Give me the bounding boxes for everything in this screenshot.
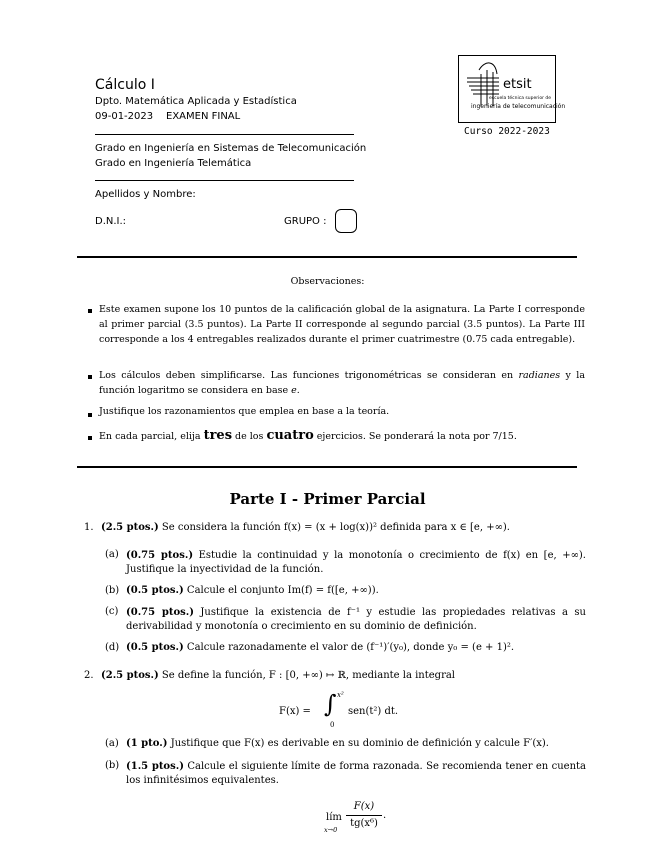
q2-statement — [101, 670, 587, 681]
observation-4-b: de los — [235, 431, 264, 442]
q1d-points: (0.5 ptos.) — [126, 642, 184, 653]
exam-date: 09-01-2023 — [95, 111, 154, 122]
bullet-1 — [88, 309, 92, 313]
q1d-label: (d) — [105, 642, 120, 653]
q1b-text: Calcule el conjunto Im(f) = f([e, +∞)). — [186, 585, 379, 596]
observation-2: Los cálculos deben simplificarse. Las funciones trigonométricas se consideran en radianes y la función logaritmo se considera en base e. — [99, 370, 585, 396]
svg-text:ingeniería de telecomunicación: ingeniería de telecomunicación — [471, 103, 566, 110]
limit-numerator: F(x) — [353, 801, 375, 812]
q2-formula-lhs: F(x) = — [279, 706, 311, 717]
q2a-points: (1 pto.) — [126, 738, 168, 749]
group-box[interactable] — [335, 209, 357, 233]
q1c-points: (0.75 ptos.) — [126, 607, 194, 618]
observations-title: Observaciones: — [290, 276, 365, 287]
limit-denominator: tg(x⁶) — [350, 818, 378, 829]
name-label: Apellidos y Nombre: — [95, 189, 196, 200]
header-divider-2 — [95, 180, 354, 181]
bullet-2 — [88, 375, 92, 379]
svg-text:etsit: etsit — [503, 77, 532, 92]
academic-year: Curso 2022-2023 — [464, 126, 550, 137]
degree-1: Grado en Ingeniería en Sistemas de Telecomunicación — [95, 143, 367, 154]
q2a-text: Justifique que F(x) es derivable en su dominio de definición y calcule F′(x). — [170, 738, 549, 749]
limit-fraction-bar — [346, 815, 382, 816]
q2-points: (2.5 ptos.) — [101, 670, 159, 681]
q1a-label: (a) — [105, 549, 119, 560]
observation-1: Este examen supone los 10 puntos de la calificación global de la asignatura. La Parte I corresponde al primer parcial (3.5 puntos). La Parte II corresponde al segundo parcial (3.5 puntos). La Parte III corresponde a los 4 entregables realizados durante el primer cuatrimestre (0.75 cada entregable). — [99, 304, 585, 345]
q1-statement — [101, 522, 587, 533]
bullet-3 — [88, 413, 92, 417]
observation-4-a: En cada parcial, elija — [99, 431, 201, 442]
q1-points: (2.5 ptos.) — [101, 522, 159, 533]
header-divider-1 — [95, 134, 354, 135]
q2a-statement — [126, 738, 586, 749]
exam-type: EXAMEN FINAL — [166, 111, 241, 122]
bullet-4 — [88, 436, 92, 440]
course-title: Cálculo I — [95, 77, 155, 93]
q1-number: 1. — [84, 522, 94, 533]
observation-2-text-b: y la función logaritmo se considera en base — [99, 370, 585, 396]
department: Dpto. Matemática Aplicada y Estadística — [95, 96, 297, 107]
section-rule-bottom — [77, 466, 577, 468]
group-label: GRUPO : — [284, 216, 327, 227]
observation-4-c: ejercicios. Se ponderará la nota por 7/15. — [316, 431, 517, 442]
part1-title: Parte I - Primer Parcial — [229, 490, 426, 508]
q2-number: 2. — [84, 670, 94, 681]
q2a-label: (a) — [105, 738, 119, 749]
q2b-label: (b) — [105, 760, 120, 771]
q2b-points: (1.5 ptos.) — [126, 761, 184, 772]
etsit-logo-icon — [459, 56, 566, 122]
q1a-statement — [126, 549, 586, 577]
q1d-text: Calcule razonadamente el valor de (f⁻¹)′(y₀), donde y₀ = (e + 1)². — [186, 642, 515, 653]
q1-text: Se considera la función f(x) = (x + log(x))² definida para x ∈ [e, +∞). — [161, 522, 510, 533]
q2-text: Se define la función, F : [0, +∞) ↦ ℝ, mediante la integral — [161, 670, 456, 681]
observation-4-tres: tres — [203, 428, 233, 443]
school-logo — [458, 55, 566, 123]
observation-4 — [99, 428, 585, 443]
q2-formula-integrand: sen(t²) dt. — [348, 706, 399, 717]
q1d-statement — [126, 642, 586, 653]
limit-operator: lím — [326, 812, 342, 823]
q1b-points: (0.5 ptos.) — [126, 585, 184, 596]
q1b-statement — [126, 585, 586, 596]
observation-2-radianes: radianes — [518, 370, 561, 381]
q1a-points: (0.75 ptos.) — [126, 550, 194, 561]
q2b-statement — [126, 760, 586, 788]
q2b-text: Calcule el siguiente límite de forma razonada. Se recomienda tener en cuenta los infinitésimos equivalentes. — [126, 761, 587, 786]
q1c-text: Justifique la existencia de f⁻¹ y estudie las propiedades relativas a su derivabilidad y monotonía o crecimiento en su dominio de definición. — [126, 607, 586, 632]
q1b-label: (b) — [105, 585, 120, 596]
limit-period: . — [383, 810, 387, 821]
section-rule-top — [77, 256, 577, 258]
q2-formula-lower: 0 — [330, 721, 335, 729]
observation-2-text: Los cálculos deben simplificarse. Las funciones trigonométricas se consideran en — [99, 370, 514, 381]
degree-2: Grado en Ingeniería Telemática — [95, 158, 252, 169]
limit-subscript: x→0 — [324, 826, 338, 834]
q1c-statement — [126, 606, 586, 634]
q1c-label: (c) — [105, 606, 119, 617]
observation-3: Justifique los razonamientos que emplea en base a la teoría. — [99, 406, 390, 417]
observation-4-cuatro: cuatro — [266, 428, 314, 443]
q2-formula-upper: x² — [337, 691, 344, 699]
q1a-text: Estudie la continuidad y la monotonía o crecimiento de f(x) en [e, +∞). Justifique la inyectividad de la función. — [126, 550, 586, 575]
observation-2-e: e — [291, 385, 297, 396]
dni-label: D.N.I.: — [95, 216, 127, 227]
svg-text:escuela técnica superior de: escuela técnica superior de — [489, 96, 551, 101]
integral-sign-icon: ∫ — [324, 690, 337, 718]
